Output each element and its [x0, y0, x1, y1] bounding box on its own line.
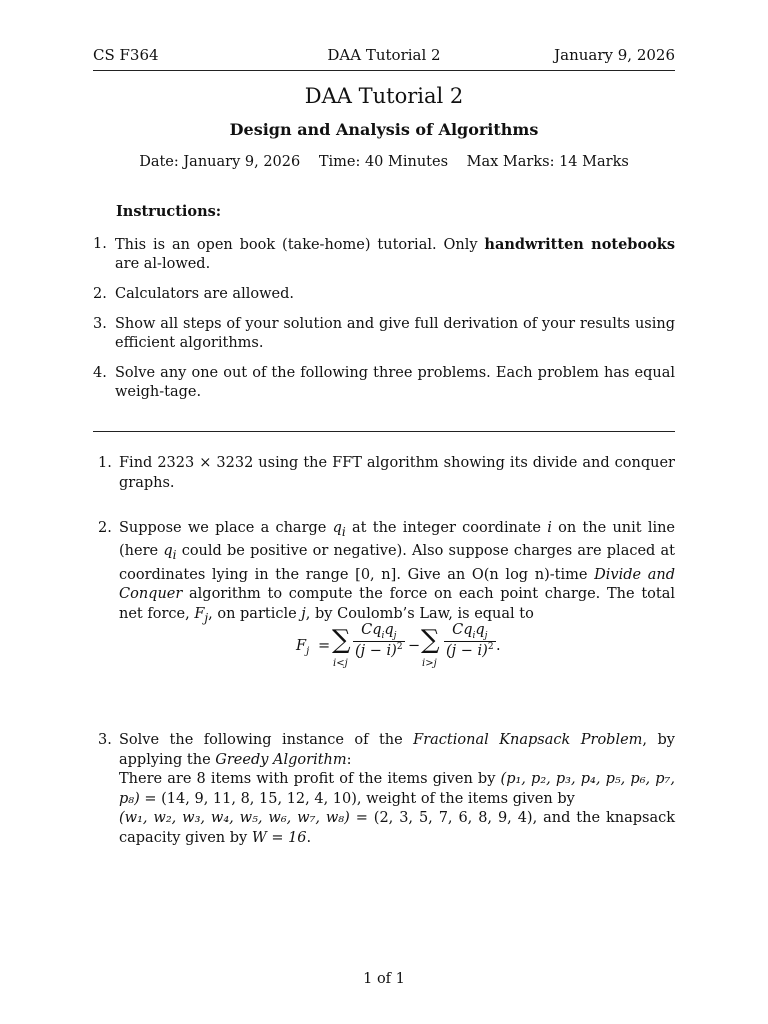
problem-1: [98, 454, 675, 493]
coulomb-formula: $F_j$ = ∑ i<j $Cq_iq_j$ $(j - i)^2$ − ∑ i>j $Cq_iq_j$ $(j - i)^2$ .: [296, 622, 501, 669]
instruction-item: [93, 235, 675, 274]
problem-number: 3.: [98, 732, 112, 748]
instruction-text: Calculators are allowed.: [115, 286, 294, 302]
instructions-heading: Instructions:: [116, 203, 222, 220]
instruction-text: Show all steps of your solution and give full derivation of your results using efficient algorithms.: [115, 316, 675, 351]
course-code: CS F364: [93, 46, 159, 64]
instruction-number: 3.: [93, 316, 107, 332]
page-number: 1 of 1: [363, 971, 405, 987]
fraction: $Cq_iq_j$ $(j - i)^2$: [355, 622, 403, 659]
fraction: $Cq_iq_j$ $(j - i)^2$: [446, 622, 494, 659]
exam-time: Time: 40 Minutes: [318, 154, 449, 170]
header-title: DAA Tutorial 2: [327, 46, 441, 64]
summation-symbol: ∑: [332, 625, 351, 655]
instruction-number: 2.: [93, 286, 107, 302]
instruction-text: This is an open book (take-home) tutorial. Only handwritten notebooks are al-lowed.: [115, 236, 675, 272]
problem-number: 2.: [98, 520, 112, 536]
instruction-item: [93, 285, 675, 304]
problem-2: [98, 519, 675, 628]
exam-marks: Max Marks: 14 Marks: [466, 154, 629, 170]
problem-text: Find 2323 × 3232 using the FFT algorithm showing its divide and conquer graphs.: [119, 455, 675, 491]
problem-3: [98, 731, 675, 848]
instruction-number: 1.: [93, 236, 107, 252]
instruction-item: [93, 315, 675, 353]
exam-meta: [0, 154, 768, 170]
problem-text: Solve the following instance of the Fractional Knapsack Problem, by applying the Greedy Algorithm: There are 8 items with profit of the items given by (p₁, p₂, p₃, p₄, p₅, p₆, p₇, p₈) = (14, 9, 11, 8, 15, 12, 4, 10), weight of the items given by (w₁, w₂, w₃, w₄, w₅, w₆, w₇, w₈) = (2, 3, 5, 7, 6, 8, 9, 4), and the knapsack capacity given by W = 16.: [119, 732, 675, 846]
problem-number: 1.: [98, 455, 112, 471]
math-expression: 2323 × 3232: [157, 455, 254, 471]
document-subtitle: Design and Analysis of Algorithms: [229, 120, 539, 139]
header-date: January 9, 2026: [554, 46, 675, 64]
exam-date: Date: January 9, 2026: [139, 154, 301, 170]
complexity-expression: O(n log n): [471, 566, 550, 583]
header-rule: [93, 70, 675, 71]
instruction-number: 4.: [93, 365, 107, 381]
instruction-text: Solve any one out of the following three problems. Each problem has equal weigh-tage.: [115, 365, 675, 400]
section-divider: [93, 431, 675, 432]
emphasis: handwritten notebooks: [484, 236, 675, 253]
document-title: DAA Tutorial 2: [304, 84, 464, 108]
summation-symbol: ∑: [421, 625, 440, 655]
range-expression: [0, n]: [355, 566, 397, 583]
instruction-item: [93, 364, 675, 402]
page-header: [93, 46, 675, 70]
problem-text: Suppose we place a charge $q_i$ at the integer coordinate i on the unit line (here $q_i$ could be positive or negative). Also suppose charges are placed at coordinates lying in the range [0, n]. Give an O(n log n)-time Divide and Conquer algorithm to compute the force on each point charge. The total net force, $F_j$, on particle j, by Coulomb’s Law, is equal to: [119, 520, 676, 625]
